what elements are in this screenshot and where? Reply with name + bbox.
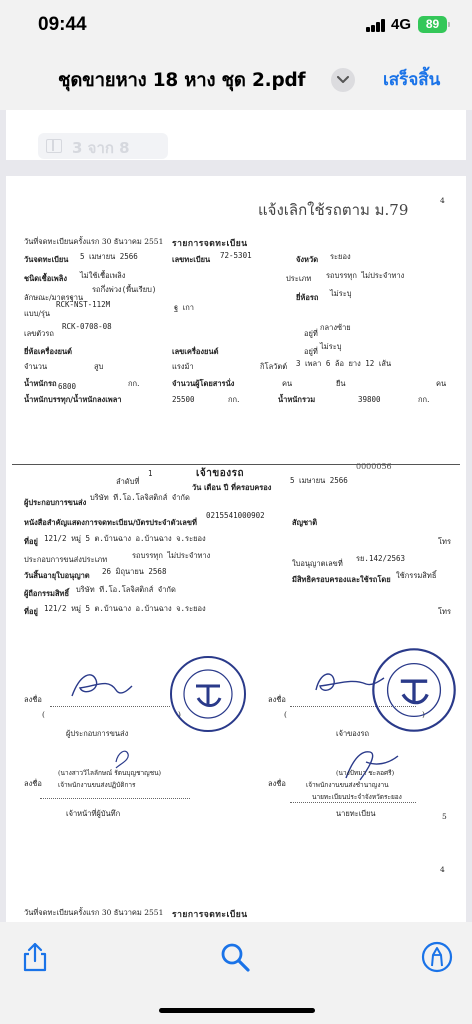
reg-date-label: วันจดทะเบียน bbox=[24, 255, 69, 264]
id-label: หนังสือสำคัญแสดงการจดทะเบียน/บัตรประจำตัวเลขที่ bbox=[24, 518, 197, 527]
section-divider bbox=[12, 464, 460, 465]
officer1-role: เจ้าพนักงานขนส่งปฏิบัติการ bbox=[58, 781, 136, 789]
battery-level: 89 bbox=[425, 17, 440, 31]
expiry-label: วันสิ้นอายุใบอนุญาต bbox=[24, 571, 90, 580]
seats-label: จำนวนผู้โดยสารนั่ง bbox=[172, 379, 235, 388]
network-type: 4G bbox=[391, 16, 412, 33]
first-reg-date: วันที่จดทะเบียนครั้งแรก 30 ธันวาคม 2551 bbox=[24, 237, 164, 246]
province-label: จังหวัด bbox=[296, 255, 319, 264]
model-value: RCK-NST-112M bbox=[56, 300, 111, 309]
owner-date-label: วัน เดือน ปี ที่ครอบครอง bbox=[192, 483, 272, 492]
reg-date-value: 5 เมษายน 2566 bbox=[80, 252, 138, 261]
officer2-name: (นางปัทมา ชะลอศรี) bbox=[336, 769, 395, 777]
weight-value: 6800 bbox=[58, 382, 77, 391]
holder-tel-label: โทร bbox=[438, 607, 452, 616]
operator-value: บริษัท ที.โอ.โลจิสติกส์ จำกัด bbox=[90, 493, 190, 502]
signature-role-2: เจ้าของรถ bbox=[336, 729, 370, 738]
chevron-down-icon bbox=[337, 76, 349, 84]
pdf-viewer[interactable] bbox=[0, 110, 472, 922]
battery-icon bbox=[418, 16, 447, 33]
owner-section-title: เจ้าของรถ bbox=[196, 468, 245, 479]
load-label: น้ำหนักบรรทุก/น้ำหนักลงเพลา bbox=[24, 395, 122, 404]
officer1-title: เจ้าหน้าที่ผู้บันทึก bbox=[66, 809, 121, 818]
operator-signature bbox=[66, 666, 136, 706]
status-bar bbox=[0, 0, 472, 52]
home-indicator bbox=[159, 1008, 315, 1013]
gross-value: 39800 bbox=[358, 395, 381, 404]
officer2-role: เจ้าพนักงานขนส่งชำนาญงาน bbox=[306, 781, 389, 789]
id-value: 0215541000902 bbox=[206, 511, 265, 520]
page-number-bottom: 5 bbox=[442, 812, 447, 821]
gross-label: น้ำหนักรวม bbox=[278, 395, 316, 404]
gross-unit: กก. bbox=[418, 395, 430, 404]
engine-pos2-value: ไม่ระบุ bbox=[320, 342, 342, 351]
operator-label: ผู้ประกอบการขนส่ง bbox=[24, 498, 87, 507]
officer-line-1 bbox=[40, 798, 190, 799]
nationality-label: สัญชาติ bbox=[292, 518, 318, 527]
fuel-value: ไม่ใช้เชื้อเพลิง bbox=[80, 271, 126, 280]
pdf-page-current: 4 แจ้งเลิกใช้รถตาม ม.79 วันที่จดทะเบียนครั้งแรก 30 ธันวาคม 2551 รายการจดทะเบียน วันจดทะเบียน 5 เมษายน 2566 เลขทะเบียน 72-5301 จังหวัด ระยอง ชนิดเชื้อเพลิง ไม่ใช้เชื้อเพลิง ประเภท รถบรรทุก ไม่ประจำทาง ลักษณะ/มาตรฐาน รถกึ่งพ่วง(พื้นเรียบ) ยี่ห้อรถ ไม่ระบุ แบบ/รุ่น RCK-NST-112M ฐ เกา เลขตัวรถ RCK-0708-08 อยู่ที่ กลางซ้าย ยี่ห้อเครื่องยนต์ เลขเครื่องยนต์ อยู่ที่ ไม่ระบุ จำนวน สูบ แรงม้า กิโลวัตต์ 3 เพลา 6 ล้อ ยาง 12 เส้น น้ำหนักรถ 6800 กก. จำนวนผู้โดยสารนั่ง คน ยืน คน น้ำหนักบรรทุก/น้ำหนักลงเพลา 25500 กก. น้ำหนักรวม 39800 กก. เจ้าของรถ 0000056 ลำดับที่ 1 วัน เดือน ปี ที่ครอบครอง 5 เมษายน 2566 ผู้ประกอบการขนส่ง บริษัท ที.โอ.โลจิสติกส์ จำกัด หนังสือสำคัญแสดงการจดทะเบียน/บัตรประจำตัวเลขที่ 0215541000902 สัญชาติ ที่อยู่ 121/2 หมู่ 5 ต.บ้านฉาง อ.บ้านฉาง จ.ระยอง โทร ประกอบการขนส่งประเภท รถบรรทุก ไม่ประจำทาง ใบอนุญาตเลขที่ รย.142/2563 วันสิ้นอายุใบอนุญาต 26 มิถุนายน 2568 มีสิทธิครอบครองและใช้รถโดย ใช้กรรมสิทธิ์ ผู้ถือกรรมสิทธิ์ บริษัท ที.โอ.โลจิสติกส์ จำกัด ที่อยู่ 121/2 หมู่ 5 ต.บ้านฉาง อ.บ้านฉาง จ.ระยอง โทร ลงชื่อ ( ) ผู้ประกอบการขนส่ง ลงชื่อ ( ) เจ้าของรถ ลงชื่อ (นางสาววิไลลักษณ์ รัตนบุญชาญชน) เจ้าพนักงานขนส่งปฏิบัติการ เจ้าหน้าที่ผู้บันทึก ลงชื่อ (นางปัทมา ชะลอศรี) เจ้าพนักงานขนส่งชำนาญงาน นายทะเบียนประจำจังหวัดระยอง นายทะเบียน 5 bbox=[6, 176, 466, 856]
owner-date-value: 5 เมษายน 2566 bbox=[290, 476, 348, 485]
search-button[interactable] bbox=[218, 940, 252, 974]
officer-line-2 bbox=[290, 802, 416, 803]
holder-address-value: 121/2 หมู่ 5 ต.บ้านฉาง อ.บ้านฉาง จ.ระยอง bbox=[44, 604, 206, 613]
engine-pos2-label: อยู่ที่ bbox=[304, 347, 318, 356]
vehicle-type-label: ประเภท bbox=[286, 274, 312, 283]
company-stamp-2 bbox=[370, 646, 458, 734]
body-value: รถกึ่งพ่วง(พื้นเรียบ) bbox=[92, 285, 157, 294]
seats-unit: คน bbox=[282, 379, 293, 388]
sign-label-1: ลงชื่อ bbox=[24, 695, 42, 704]
cellular-signal-icon bbox=[366, 19, 386, 32]
rights-label: มีสิทธิครอบครองและใช้รถโดย bbox=[292, 575, 391, 584]
officer2-title: นายทะเบียน bbox=[336, 809, 376, 818]
address-label: ที่อยู่ bbox=[24, 537, 38, 546]
chassis-value: RCK-0708-08 bbox=[62, 322, 112, 331]
markup-button[interactable] bbox=[420, 940, 454, 974]
navigation-bar bbox=[0, 52, 472, 110]
cylinders-unit: สูบ bbox=[94, 362, 104, 371]
page-number-top: 4 bbox=[440, 196, 445, 205]
serial-number: 0000056 bbox=[356, 462, 392, 471]
weight-label: น้ำหนักรถ bbox=[24, 379, 57, 388]
engine-pos-value: กลางซ้าย bbox=[320, 323, 351, 332]
search-icon bbox=[218, 940, 252, 974]
company-stamp-1 bbox=[168, 654, 248, 734]
axles-value: 3 เพลา 6 ล้อ ยาง 12 เส้น bbox=[296, 359, 392, 368]
clock: 09:44 bbox=[38, 14, 87, 35]
title-menu-button[interactable] bbox=[331, 68, 355, 92]
sign-label-2: ลงชื่อ bbox=[268, 695, 286, 704]
pdf-page-next bbox=[6, 843, 466, 922]
address-value: 121/2 หมู่ 5 ต.บ้านฉาง อ.บ้านฉาง จ.ระยอง bbox=[44, 534, 206, 543]
kilowatt-label: กิโลวัตต์ bbox=[260, 362, 288, 371]
plate-label: เลขทะเบียน bbox=[172, 255, 211, 264]
signature-line-1 bbox=[50, 706, 170, 707]
load-value: 25500 bbox=[172, 395, 195, 404]
done-button[interactable]: เสร็จสิ้น bbox=[383, 70, 441, 90]
fuel-label: ชนิดเชื้อเพลิง bbox=[24, 274, 68, 283]
power-label: แรงม้า bbox=[172, 362, 194, 371]
stand-unit: คน bbox=[436, 379, 447, 388]
holder-value: บริษัท ที.โอ.โลจิสติกส์ จำกัด bbox=[76, 585, 176, 594]
vehicle-type-value: รถบรรทุก ไม่ประจำทาง bbox=[326, 271, 405, 280]
page-indicator-label: 3 จาก 8 bbox=[72, 139, 130, 157]
holder-label: ผู้ถือกรรมสิทธิ์ bbox=[24, 589, 70, 598]
license-label: ใบอนุญาตเลขที่ bbox=[292, 559, 343, 568]
stand-label: ยืน bbox=[336, 379, 346, 388]
engine-pos-label: อยู่ที่ bbox=[304, 329, 318, 338]
load-unit: กก. bbox=[228, 395, 240, 404]
next-first-reg-date: วันที่จดทะเบียนครั้งแรก 30 ธันวาคม 2551 bbox=[24, 908, 164, 917]
officer1-name: (นางสาววิไลลักษณ์ รัตนบุญชาญชน) bbox=[58, 769, 162, 777]
share-button[interactable] bbox=[18, 940, 52, 974]
transport-type-label: ประกอบการขนส่งประเภท bbox=[24, 555, 108, 564]
license-value: รย.142/2563 bbox=[356, 554, 406, 563]
registration-section-title: รายการจดทะเบียน bbox=[172, 239, 248, 249]
engine-brand-label: ยี่ห้อเครื่องยนต์ bbox=[24, 347, 73, 356]
model-label: แบบ/รุ่น bbox=[24, 309, 51, 318]
expiry-value: 26 มิถุนายน 2568 bbox=[102, 567, 167, 576]
share-icon bbox=[18, 940, 52, 974]
owner-seq-label: ลำดับที่ bbox=[116, 477, 140, 486]
rights-value: ใช้กรรมสิทธิ์ bbox=[396, 571, 437, 580]
cylinders-label: จำนวน bbox=[24, 362, 48, 371]
officer2-role2: นายทะเบียนประจำจังหวัดระยอง bbox=[312, 793, 402, 801]
weight-unit: กก. bbox=[128, 379, 140, 388]
page-icon bbox=[46, 139, 62, 153]
sign-label-3: ลงชื่อ bbox=[24, 779, 42, 788]
sign-label-4: ลงชื่อ bbox=[268, 779, 286, 788]
pdf-page-previous bbox=[6, 110, 466, 160]
transport-type-value: รถบรรทุก ไม่ประจำทาง bbox=[132, 551, 211, 560]
owner-seq-value: 1 bbox=[148, 469, 153, 478]
document-title[interactable]: ชุดขายหาง 18 หาง ชุด 2.pdf bbox=[58, 70, 306, 91]
form-title: แจ้งเลิกใช้รถตาม ม.79 bbox=[258, 201, 409, 219]
body-label: ลักษณะ/มาตรฐาน bbox=[24, 293, 84, 302]
next-section-title: รายการจดทะเบียน bbox=[172, 910, 248, 920]
page-indicator bbox=[38, 133, 168, 159]
brand-value: ไม่ระบุ bbox=[330, 289, 352, 298]
next-page-number: 4 bbox=[440, 865, 445, 874]
brand-label: ยี่ห้อรถ bbox=[296, 293, 319, 302]
province-value: ระยอง bbox=[330, 252, 351, 261]
tel-label: โทร bbox=[438, 537, 452, 546]
holder-address-label: ที่อยู่ bbox=[24, 607, 38, 616]
signature-role-1: ผู้ประกอบการขนส่ง bbox=[66, 729, 129, 738]
markup-pen-icon bbox=[420, 940, 454, 974]
plate-value: 72-5301 bbox=[220, 251, 252, 260]
engine-no-label: เลขเครื่องยนต์ bbox=[172, 347, 219, 356]
chassis-label: เลขตัวรถ bbox=[24, 329, 54, 338]
